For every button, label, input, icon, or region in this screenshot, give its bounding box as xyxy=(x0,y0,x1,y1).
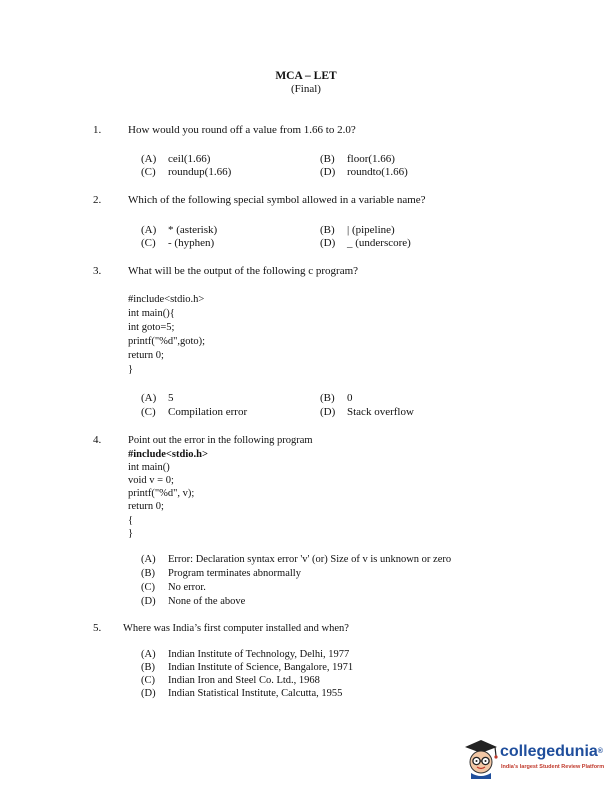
option-label: (C) xyxy=(141,406,156,418)
question-number: 5. xyxy=(93,622,102,634)
option-label: (D) xyxy=(320,166,336,178)
page-title: MCA – LET xyxy=(275,70,337,82)
logo-suffix: ® xyxy=(597,748,603,755)
code-line: { xyxy=(128,515,134,526)
option-label: (A) xyxy=(141,153,157,165)
code-line: return 0; xyxy=(128,501,164,512)
option-text: * (asterisk) xyxy=(168,224,218,236)
collegedunia-logo xyxy=(462,737,607,782)
question-text: Point out the error in the following program xyxy=(128,435,313,446)
option-label: (D) xyxy=(320,406,336,418)
option-label: (B) xyxy=(320,153,335,165)
code-line: } xyxy=(128,528,134,539)
option-label: (B) xyxy=(320,392,335,404)
code-line: #include<stdio.h> xyxy=(128,294,205,305)
option-text: 0 xyxy=(347,392,353,404)
code-line: int main(){ xyxy=(128,308,175,319)
option-label: (A) xyxy=(141,224,157,236)
option-label: (C) xyxy=(141,675,155,686)
option-label: (B) xyxy=(141,662,155,673)
option-text: floor(1.66) xyxy=(347,153,395,165)
option-label: (D) xyxy=(141,688,156,699)
option-text: No error. xyxy=(168,582,206,593)
option-text: Indian Institute of Technology, Delhi, 1977 xyxy=(168,649,350,660)
question-text: Where was India’s first computer installed and when? xyxy=(123,623,349,634)
question-text: How would you round off a value from 1.66 to 2.0? xyxy=(128,124,356,136)
mascot-icon xyxy=(462,739,500,779)
option-label: (D) xyxy=(141,596,156,607)
code-line: printf("%d",goto); xyxy=(128,336,206,347)
question-number: 3. xyxy=(93,265,102,277)
code-line: #include<stdio.h> xyxy=(128,449,208,460)
option-text: roundup(1.66) xyxy=(168,166,232,178)
code-line: int main() xyxy=(128,462,170,473)
option-label: (D) xyxy=(320,237,336,249)
option-label: (A) xyxy=(141,554,156,565)
option-text: None of the above xyxy=(168,596,246,607)
logo-tagline: India's largest Student Review Platform xyxy=(501,764,605,770)
option-text: | (pipeline) xyxy=(347,224,395,236)
option-text: 5 xyxy=(168,392,174,404)
page-subtitle: (Final) xyxy=(291,83,321,95)
option-text: Compilation error xyxy=(168,406,248,418)
code-line: return 0; xyxy=(128,350,164,361)
option-label: (C) xyxy=(141,237,156,249)
code-line: } xyxy=(128,364,134,375)
question-number: 2. xyxy=(93,194,102,206)
option-text: Error: Declaration syntax error 'v' (or) Size of v is unknown or zero xyxy=(168,554,452,565)
option-text: Indian Iron and Steel Co. Ltd., 1968 xyxy=(168,675,320,686)
question-number: 4. xyxy=(93,434,102,446)
option-label: (A) xyxy=(141,392,157,404)
logo-name: collegedunia xyxy=(500,743,598,760)
question-text: Which of the following special symbol allowed in a variable name? xyxy=(128,194,426,206)
question-text: What will be the output of the following c program? xyxy=(128,265,359,277)
option-label: (C) xyxy=(141,582,155,593)
option-text: Indian Institute of Science, Bangalore, 1971 xyxy=(168,662,354,673)
option-text: Program terminates abnormally xyxy=(168,568,301,579)
option-text: Indian Statistical Institute, Calcutta, 1955 xyxy=(168,688,343,699)
option-label: (A) xyxy=(141,649,156,660)
option-text: roundto(1.66) xyxy=(347,166,408,178)
option-label: (B) xyxy=(141,568,155,579)
code-line: void v = 0; xyxy=(128,475,174,486)
option-label: (C) xyxy=(141,166,156,178)
option-text: _ (underscore) xyxy=(347,237,411,249)
code-line: printf("%d", v); xyxy=(128,488,195,499)
question-number: 1. xyxy=(93,124,102,136)
code-line: int goto=5; xyxy=(128,322,175,333)
option-text: ceil(1.66) xyxy=(168,153,211,165)
option-text: Stack overflow xyxy=(347,406,414,418)
option-label: (B) xyxy=(320,224,335,236)
option-text: - (hyphen) xyxy=(168,237,215,249)
